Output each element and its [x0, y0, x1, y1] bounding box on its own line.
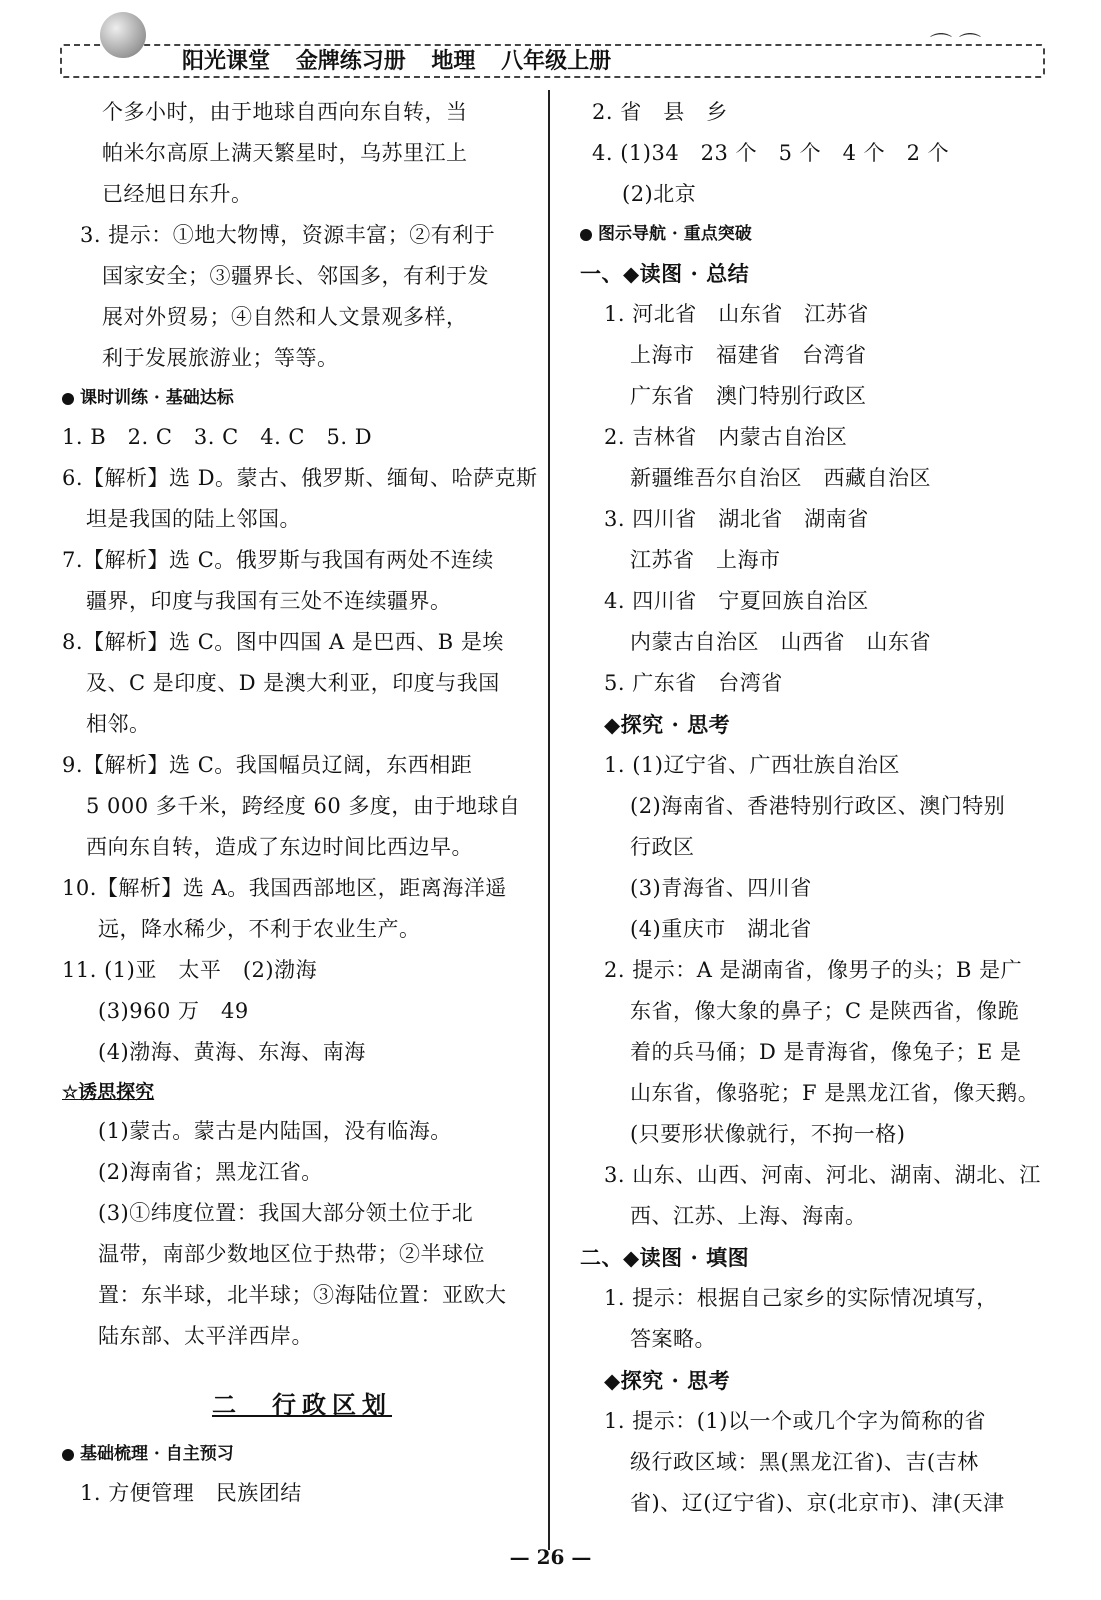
header-brand: 阳光课堂 — [182, 48, 271, 74]
answer-line: 上海市 福建省 台湾省 — [630, 343, 867, 367]
answer-line: (3)960 万 49 — [98, 999, 249, 1023]
answer-line: 新疆维吾尔自治区 西藏自治区 — [630, 466, 931, 490]
answer-line: (4)重庆市 湖北省 — [630, 917, 812, 941]
explore-line: 温带，南部少数地区位于热带；②半球位 — [98, 1242, 485, 1266]
bullet-icon — [62, 1449, 74, 1461]
explore-line: (3)①纬度位置：我国大部分领土位于北 — [98, 1201, 474, 1225]
part-heading: ◆探究 · 思考 — [604, 1368, 731, 1393]
header-series: 金牌练习册 — [295, 48, 406, 74]
answer-line: 西向东自转，造成了东边时间比西边早。 — [86, 835, 473, 859]
answer-line: 1. 河北省 山东省 江苏省 — [604, 302, 869, 326]
column-divider — [548, 90, 550, 1550]
text-line: 已经旭日东升。 — [102, 182, 253, 206]
header-text — [182, 46, 629, 76]
answer-line: 3. 四川省 湖北省 湖南省 — [604, 507, 869, 531]
text-line: 帕米尔高原上满天繁星时，乌苏里江上 — [102, 141, 468, 165]
part-heading: 一、◆读图 · 总结 — [580, 261, 750, 286]
answer-line: (只要形状像就行，不拘一格) — [630, 1122, 906, 1146]
answer-line: 及、C 是印度、D 是澳大利亚，印度与我国 — [86, 671, 500, 695]
text-line: 个多小时，由于地球自西向东自转，当 — [102, 100, 468, 124]
answer-line: 着的兵马俑；D 是青海省，像兔子；E 是 — [630, 1040, 1022, 1064]
answer-line: 11. (1)亚 太平 (2)渤海 — [62, 958, 318, 982]
explore-line: (2)海南省；黑龙江省。 — [98, 1160, 323, 1184]
answer-line: 2. 省 县 乡 — [592, 100, 728, 124]
answer-line: 1. 提示：根据自己家乡的实际情况填写， — [604, 1286, 998, 1310]
text-line: 利于发展旅游业；等等。 — [102, 346, 339, 370]
answer-line: (4)渤海、黄海、东海、南海 — [98, 1040, 366, 1064]
answer-line: 级行政区域：黑(黑龙江省)、吉(吉林 — [630, 1450, 979, 1474]
answer-line: (2)北京 — [622, 182, 697, 206]
answer-line: 9.【解析】选 C。我国幅员辽阔，东西相距 — [62, 753, 473, 777]
answer-line: 1. 方便管理 民族团结 — [80, 1481, 302, 1505]
answer-line: 省)、辽(辽宁省)、京(北京市)、津(天津 — [630, 1491, 1005, 1515]
answer-line: 6.【解析】选 D。蒙古、俄罗斯、缅甸、哈萨克斯 — [62, 466, 538, 490]
header-subject: 地理 — [431, 48, 476, 74]
answer-line: 坦是我国的陆上邻国。 — [86, 507, 301, 531]
right-column — [580, 92, 1050, 1524]
lesson-title: 二 行政区划 — [212, 1390, 392, 1419]
header-grade: 八年级上册 — [501, 48, 612, 74]
answer-line: 2. 吉林省 内蒙古自治区 — [604, 425, 848, 449]
answer-line: 疆界，印度与我国有三处不连续疆界。 — [86, 589, 452, 613]
answer-line: 相邻。 — [86, 712, 151, 736]
star-icon: ☆ — [62, 1082, 79, 1103]
answer-line: 内蒙古自治区 山西省 山东省 — [630, 630, 931, 654]
answer-line: 1. (1)辽宁省、广西壮族自治区 — [604, 753, 900, 777]
explore-line: (1)蒙古。蒙古是内陆国，没有临海。 — [98, 1119, 452, 1143]
answer-line: 广东省 澳门特别行政区 — [630, 384, 867, 408]
answer-line: 7.【解析】选 C。俄罗斯与我国有两处不连续 — [62, 548, 494, 572]
section-heading: 基础梳理 · 自主预习 — [62, 1435, 542, 1473]
answer-line: 东省，像大象的鼻子；C 是陕西省，像跪 — [630, 999, 1020, 1023]
part-heading: ◆探究 · 思考 — [604, 712, 731, 737]
answer-line: 山东省，像骆驼；F 是黑龙江省，像天鹅。 — [630, 1081, 1040, 1105]
text-line: 国家安全；③疆界长、邻国多，有利于发 — [102, 264, 489, 288]
globe-icon — [100, 12, 146, 58]
text-line: 展对外贸易；④自然和人文景观多样， — [102, 305, 468, 329]
answer-line: 答案略。 — [630, 1327, 716, 1351]
answer-line: 3. 山东、山西、河南、河北、湖南、湖北、江 — [604, 1163, 1041, 1187]
explore-line: 置：东半球，北半球；③海陆位置：亚欧大 — [98, 1283, 507, 1307]
section-heading: 图示导航 · 重点突破 — [580, 215, 1050, 253]
section-heading: ☆诱思探究 — [62, 1081, 155, 1103]
answer-line: 4. 四川省 宁夏回族自治区 — [604, 589, 869, 613]
part-heading: 二、◆读图 · 填图 — [580, 1245, 750, 1270]
answer-line: 2. 提示：A 是湖南省，像男子的头；B 是广 — [604, 958, 1023, 982]
page-header — [60, 44, 1045, 78]
answer-line: 远，降水稀少，不利于农业生产。 — [98, 917, 421, 941]
section-heading: 课时训练 · 基础达标 — [62, 379, 542, 417]
answer-line: 行政区 — [630, 835, 695, 859]
answer-line: 江苏省 上海市 — [630, 548, 781, 572]
answer-line: 10.【解析】选 A。我国西部地区，距离海洋遥 — [62, 876, 507, 900]
answer-line: 1. 提示：(1)以一个或几个字为简称的省 — [604, 1409, 986, 1433]
answer-line: 1. B 2. C 3. C 4. C 5. D — [62, 425, 373, 449]
explore-line: 陆东部、太平洋西岸。 — [98, 1324, 313, 1348]
page-number: — 26 — — [509, 1545, 592, 1569]
left-column — [62, 92, 542, 1514]
answer-line: 8.【解析】选 C。图中四国 A 是巴西、B 是埃 — [62, 630, 504, 654]
answer-line: (2)海南省、香港特别行政区、澳门特别 — [630, 794, 1006, 818]
answer-line: (3)青海省、四川省 — [630, 876, 812, 900]
answer-line: 4. (1)34 23 个 5 个 4 个 2 个 — [592, 141, 950, 165]
answer-line: 西、江苏、上海、海南。 — [630, 1204, 867, 1228]
text-line: 3. 提示：①地大物博，资源丰富；②有利于 — [80, 223, 496, 247]
answer-line: 5 000 多千米，跨经度 60 多度，由于地球自 — [86, 794, 521, 818]
bullet-icon — [580, 229, 592, 241]
bullet-icon — [62, 393, 74, 405]
birds-icon: ⌒ ⌒ — [930, 33, 981, 58]
answer-line: 5. 广东省 台湾省 — [604, 671, 783, 695]
